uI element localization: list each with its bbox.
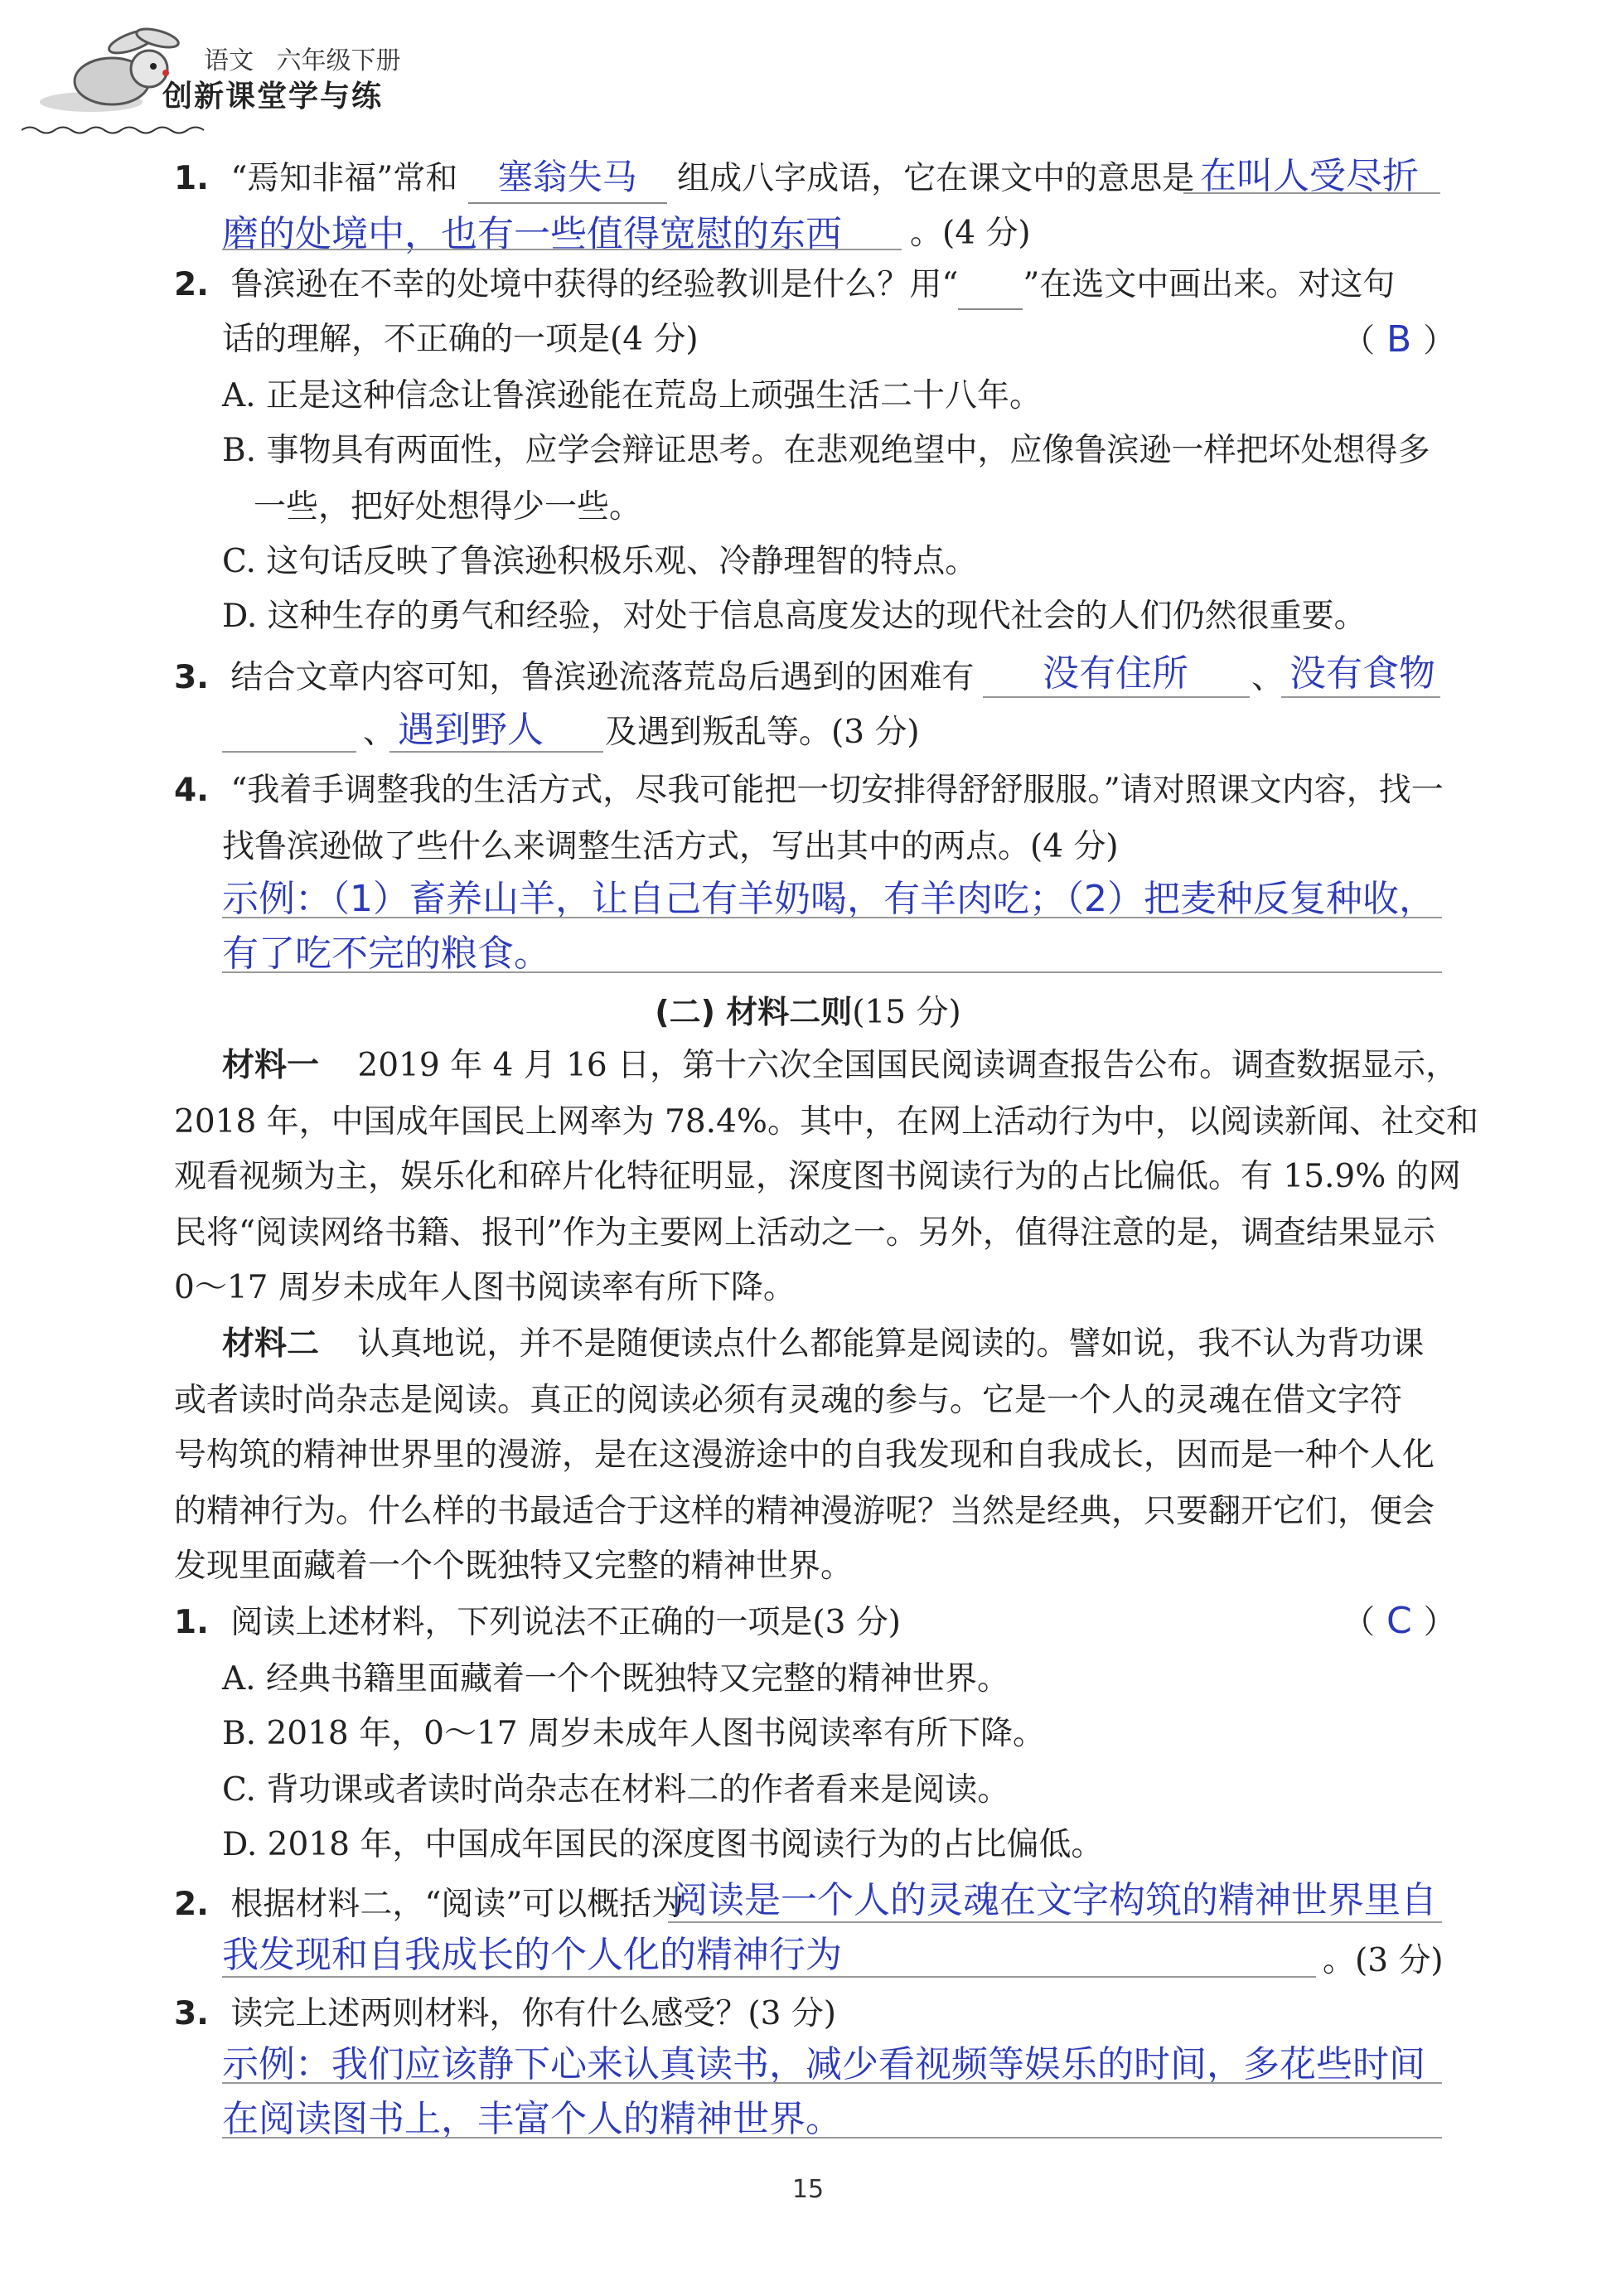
p2-q2-answer1: 阅读是一个人的灵魂在文字构筑的精神世界里自 — [671, 1879, 1437, 1921]
material2-line2: 或者读时尚杂志是阅读。真正的阅读必须有灵魂的参与。它是一个人的灵魂在借文字符 — [174, 1382, 1403, 1419]
page-number: 15 — [791, 2175, 825, 2204]
p1-q2-option-a: A. 正是这种信念让鲁滨逊能在荒岛上顽强生活二十八年。 — [222, 377, 1042, 414]
answer-rule — [668, 1921, 1442, 1923]
answer-rule — [1183, 192, 1440, 194]
p1-q1-score: 。(4 分) — [910, 215, 1031, 252]
question-number: 2. — [174, 266, 209, 303]
p1-q3-sep2: 、 — [363, 714, 396, 751]
question-number: 3. — [174, 659, 209, 696]
material1-line3: 观看视频为主，娱乐化和碎片化特征明显，深度图书阅读行为的占比偏低。有 15.9% 的网 — [174, 1158, 1461, 1195]
p1-q4-stem1: “我着手调整我的生活方式，尽我可能把一切安排得舒舒服服。”请对照课文内容，找一 — [230, 772, 1444, 809]
material2-line3: 号构筑的精神世界里的漫游，是在这漫游途中的自我发现和自我成长，因而是一种个人化 — [174, 1436, 1435, 1474]
material1-line2: 2018 年，中国成年国民上网率为 78.4%。其中，在网上活动行为中，以阅读新闻、社交和 — [174, 1103, 1478, 1141]
header-subject: 语文 — [204, 46, 254, 75]
p1-q4-line1 — [174, 768, 1444, 814]
p1-q4-answer2: 有了吃不完的粮食。 — [222, 932, 550, 975]
material2-line4: 的精神行为。什么样的书最适合于这样的精神漫游呢？当然是经典，只要翻开它们，便会 — [174, 1493, 1435, 1530]
header-grade: 六年级下册 — [276, 46, 401, 75]
p1-q3-post: 及遇到叛乱等。(3 分) — [605, 714, 920, 751]
question-number: 1. — [174, 160, 209, 197]
material1-label: 材料一 — [222, 1047, 320, 1084]
p2-q1-option-a: A. 经典书籍里面藏着一个个既独特又完整的精神世界。 — [222, 1660, 1009, 1698]
material1-line5: 0～17 周岁未成年人图书阅读率有所下降。 — [174, 1269, 796, 1306]
p1-q2-option-b1: B. 事物具有两面性，应学会辩证思考。在悲观绝望中，应像鲁滨逊一样把坏处想得多 — [222, 432, 1430, 469]
answer-rule — [1281, 696, 1440, 698]
p1-q4-answer1: 示例：（1）畜养山羊，让自己有羊奶喝，有羊肉吃；（2）把麦种反复种收， — [222, 878, 1435, 920]
p1-q2-answer: B — [1386, 318, 1412, 361]
answer-rule — [222, 971, 1442, 973]
p1-q1-line1 — [174, 154, 1194, 204]
answer-rule — [222, 751, 356, 753]
p1-q3-answer3: 遇到野人 — [398, 709, 544, 751]
part2-title — [0, 986, 1616, 1036]
p2-q1-answer: C — [1386, 1600, 1412, 1642]
p1-q3-answer1: 没有住所 — [1043, 652, 1188, 695]
material2-label: 材料二 — [222, 1325, 320, 1363]
p2-q1-answer-box: （ C ） — [1343, 1600, 1456, 1642]
answer-rule — [389, 751, 603, 753]
p2-q3-stem: 读完上述两则材料，你有什么感受？(3 分) — [230, 1995, 837, 2032]
p1-q4-line2: 找鲁滨逊做了些什么来调整生活方式，写出其中的两点。(4 分) — [222, 828, 1119, 865]
p1-q2-stem-b: ”在选文中画出来。对这句 — [1023, 266, 1396, 303]
p1-q1-stem-mid: 组成八字成语，它在课文中的意思是 — [677, 160, 1195, 197]
p2-q1-stem: 阅读上述材料，下列说法不正确的一项是(3 分) — [230, 1604, 902, 1641]
p2-q1-line1 — [174, 1600, 901, 1646]
p1-q3-stem: 结合文章内容可知，鲁滨逊流落荒岛后遇到的困难有 — [230, 659, 975, 696]
p2-q3-answer1: 示例：我们应该静下心来认真读书，减少看视频等娱乐的时间，多花些时间 — [222, 2043, 1425, 2085]
p1-q3-sep: 、 — [1251, 659, 1285, 696]
material1-line1 — [222, 1043, 1458, 1089]
p1-q2-answer-box: （ B ） — [1343, 318, 1456, 361]
answer-rule — [222, 917, 1442, 918]
answer-rule — [222, 2082, 1442, 2084]
material2-line1 — [222, 1321, 1424, 1368]
answer-rule — [222, 2137, 1442, 2139]
p1-q2-option-b2: 一些，把好处想得少一些。 — [254, 488, 642, 526]
p2-q1-option-b: B. 2018 年，0～17 周岁未成年人图书阅读率有所下降。 — [222, 1715, 1045, 1752]
p2-q1-option-d: D. 2018 年，中国成年国民的深度图书阅读行为的占比偏低。 — [222, 1826, 1104, 1863]
p2-q3-line1 — [174, 1991, 836, 2037]
p2-q2-answer2: 我发现和自我成长的个人化的精神行为 — [222, 1934, 842, 1976]
p2-q2-line1 — [174, 1882, 684, 1928]
question-number: 4. — [174, 772, 209, 809]
header-wave-divider — [22, 124, 212, 136]
p2-q2-score: 。(3 分) — [1323, 1942, 1444, 1979]
p1-q3-answer2: 没有食物 — [1289, 652, 1435, 695]
material2-text: 认真地说，并不是随便读点什么都能算是阅读的。譬如说，我不认为背功课 — [357, 1325, 1425, 1363]
material2-line5: 发现里面藏着一个个既独特又完整的精神世界。 — [174, 1548, 854, 1585]
p1-q2-option-d: D. 这种生存的勇气和经验，对处于信息高度发达的现代社会的人们仍然很重要。 — [222, 598, 1367, 635]
p1-q1-answer2a: 在叫人受尽折 — [1200, 155, 1419, 197]
p2-q1-option-c: C. 背功课或者读时尚杂志在材料二的作者看来是阅读。 — [222, 1771, 1010, 1809]
answer-rule — [222, 1976, 1316, 1978]
p1-q1-answer1: 塞翁失马 — [497, 157, 637, 197]
p1-q2-line1 — [174, 262, 1395, 310]
question-number: 1. — [174, 1604, 209, 1641]
p1-q1-answer2b: 磨的处境中，也有一些值得宽慰的东西 — [222, 213, 842, 255]
question-number: 2. — [174, 1886, 209, 1923]
p1-q2-line2: 话的理解，不正确的一项是(4 分) — [222, 321, 699, 358]
answer-rule — [983, 696, 1250, 698]
p1-q3-line1 — [174, 655, 974, 701]
material1-text: 2019 年 4 月 16 日，第十六次全国国民阅读调查报告公布。调查数据显示， — [357, 1047, 1459, 1084]
answer-rule — [222, 249, 902, 250]
part2-score: (15 分) — [852, 994, 961, 1031]
p1-q2-option-c: C. 这句话反映了鲁滨逊积极乐观、冷静理智的特点。 — [222, 543, 978, 580]
p1-q2-stem: 鲁滨逊在不幸的处境中获得的经验教训是什么？用“ — [230, 266, 959, 303]
material1-line4: 民将“阅读网络书籍、报刊”作为主要网上活动之一。另外，值得注意的是，调查结果显示 — [174, 1214, 1435, 1252]
question-number: 3. — [174, 1995, 209, 2032]
p2-q3-answer2: 在阅读图书上，丰富个人的精神世界。 — [222, 2098, 842, 2140]
header-series-title: 创新课堂学与练 — [162, 80, 384, 114]
part2-title-text: (二) 材料二则 — [655, 994, 853, 1030]
p1-q1-stem-pre: “焉知非福”常和 — [230, 160, 458, 197]
p2-q2-stem: 根据材料二，“阅读”可以概括为 — [230, 1886, 685, 1923]
